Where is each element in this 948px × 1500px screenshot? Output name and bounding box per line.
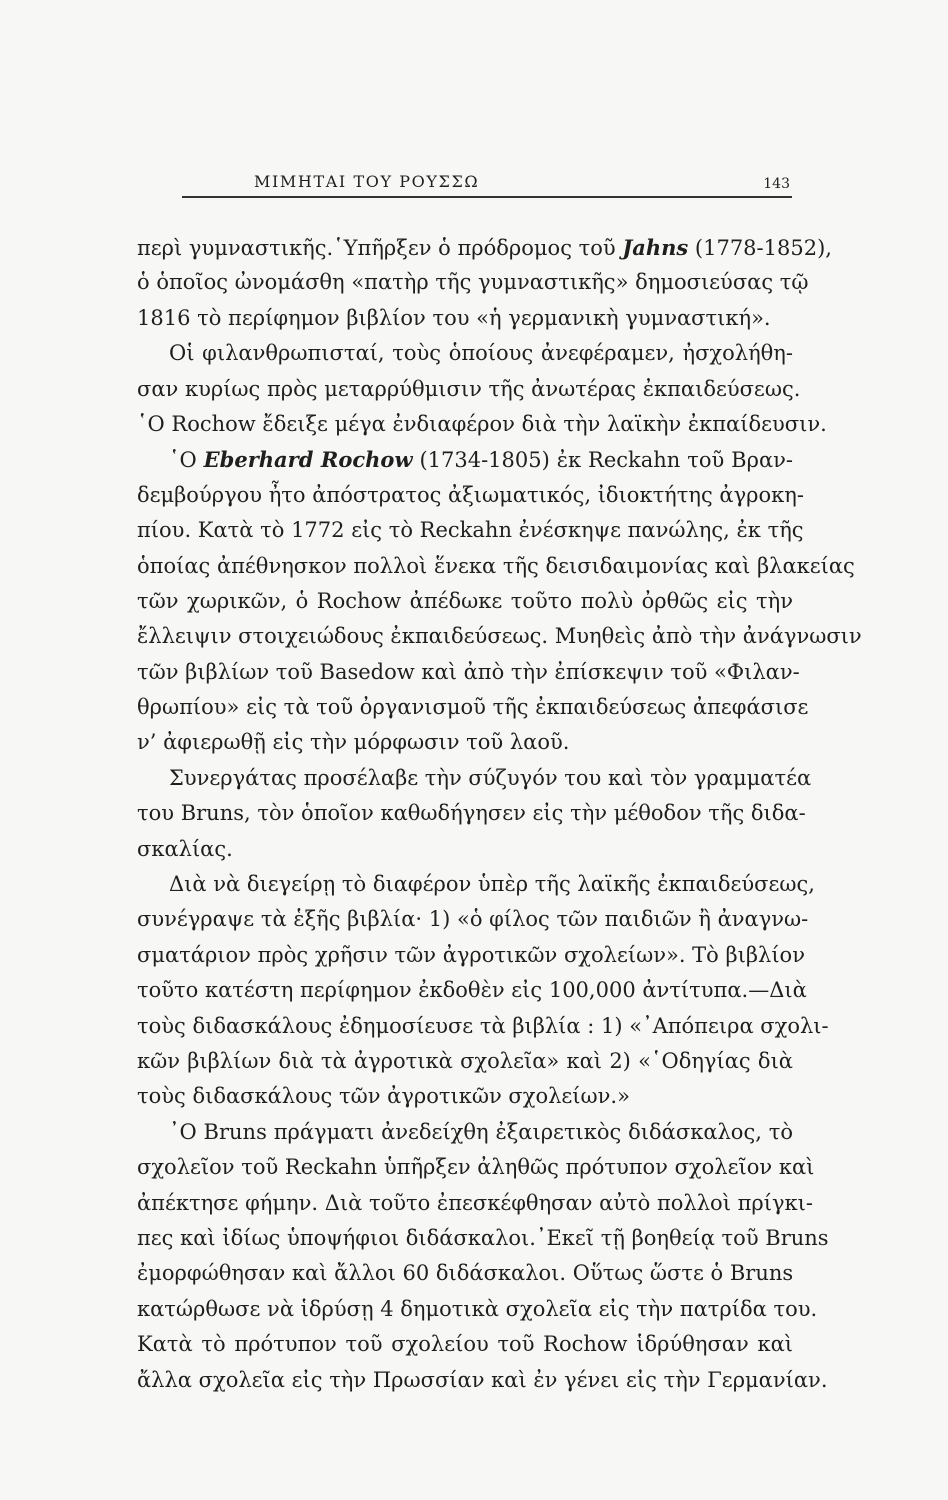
emphasized-name: Eberhard Rochow [203, 447, 413, 473]
page-number: 143 [763, 176, 790, 192]
text-line: κῶν βιβλίων διὰ τὰ ἀγροτικὰ σχολεῖα» καὶ 2) «῾Οδηγίας διὰ [137, 1048, 793, 1073]
text-line: Κατὰ τὸ πρότυπον τοῦ σχολείου τοῦ Rochow ἱδρύθησαν καὶ [137, 1332, 793, 1357]
text-line: 1816 τὸ περίφημον βιβλίον του «ἡ γερμανικὴ γυμναστική». [137, 305, 771, 330]
text-line: Διὰ νὰ διεγείρῃ τὸ διαφέρον ὑπὲρ τῆς λαϊκῆς ἐκπαιδεύσεως, [169, 872, 815, 897]
text-line: του Bruns, τὸν ὁποῖον καθωδήγησεν εἰς τὴν μέθοδον τῆς διδα- [137, 801, 806, 826]
running-header [182, 170, 792, 198]
text-line: σματάριον πρὸς χρῆσιν τῶν ἀγροτικῶν σχολείων». Τὸ βιβλίον [137, 942, 805, 967]
text-line: τῶν χωρικῶν, ὁ Rochow ἀπέδωκε τοῦτο πολὺ ὀρθῶς εἰς τὴν [137, 588, 793, 613]
text-line: ἐμορφώθησαν καὶ ἄλλοι 60 διδάσκαλοι. Οὕτως ὥστε ὁ Bruns [137, 1261, 794, 1286]
emphasized-name: Jahns [622, 235, 689, 260]
text-line: τοὺς διδασκάλους τῶν ἀγροτικῶν σχολείων.» [137, 1084, 630, 1109]
text-line: σχολεῖον τοῦ Reckahn ὑπῆρξεν ἀληθῶς πρότυπον σχολεῖον καὶ [137, 1155, 815, 1180]
text-line: ῾Ο Eberhard Rochow (1734-1805) ἐκ Reckahn τοῦ Βραν- [169, 447, 793, 473]
text-line: πίου. Κατὰ τὸ 1772 εἰς τὸ Reckahn ἐνέσκηψε πανώλης, ἐκ τῆς [137, 518, 804, 543]
text-line: ὁποίας ἀπέθνησκον πολλοὶ ἕνεκα τῆς δεισιδαιμονίας καὶ βλακείας [137, 553, 855, 578]
text-line: ῾Ο Rochow ἔδειξε μέγα ἐνδιαφέρον διὰ τὴν λαϊκὴν ἐκπαίδευσιν. [137, 411, 827, 436]
text-line: σκαλίας. [137, 836, 233, 861]
text-line: τῶν βιβλίων τοῦ Basedow καὶ ἀπὸ τὴν ἐπίσκεψιν τοῦ «Φιλαν- [137, 659, 800, 684]
text-line: πες καὶ ἰδίως ὑποψήφιοι διδάσκαλοι.᾿Εκεῖ τῇ βοηθείᾳ τοῦ Bruns [137, 1225, 829, 1250]
body-text [137, 230, 862, 1398]
text-line: ἔλλειψιν στοιχειώδους ἐκπαιδεύσεως. Μυηθεὶς ἀπὸ τὴν ἀνάγνωσιν [137, 624, 862, 649]
text-line: ν’ ἀφιερωθῇ εἰς τὴν μόρφωσιν τοῦ λαοῦ. [137, 730, 570, 755]
text-line: δεμβούργου ἦτο ἀπόστρατος ἀξιωματικός, ἰδιοκτήτης ἀγροκη- [137, 482, 804, 507]
text-line: Οἱ φιλανθρωπισταί, τοὺς ὁποίους ἀνεφέραμεν, ἠσχολήθη- [169, 341, 793, 366]
running-title: ΜΙΜΗΤΑΙ ΤΟΥ ΡΟΥΣΣΩ [254, 172, 480, 191]
text-line: τοὺς διδασκάλους ἐδημοσίευσε τὰ βιβλία : 1) «᾿Απόπειρα σχολι- [137, 1013, 829, 1038]
text-line: Συνεργάτας προσέλαβε τὴν σύζυγόν του καὶ τὸν γραμματέα [169, 765, 812, 790]
text-line: θρωπίου» εἰς τὰ τοῦ ὀργανισμοῦ τῆς ἐκπαιδεύσεως ἀπεφάσισε [137, 695, 809, 720]
text-line: κατώρθωσε νὰ ἱδρύσῃ 4 δημοτικὰ σχολεῖα εἰς τὴν πατρίδα του. [137, 1296, 818, 1321]
text-line: ἀπέκτησε φήμην. Διὰ τοῦτο ἐπεσκέφθησαν αὐτὸ πολλοὶ πρίγκι- [137, 1190, 813, 1215]
text-line: περὶ γυμναστικῆς.῾Υπῆρξεν ὁ πρόδρομος τοῦ Jahns (1778-1852), [137, 235, 832, 260]
text-line: ἄλλα σχολεῖα εἰς τὴν Πρωσσίαν καὶ ἐν γένει εἰς τὴν Γερμανίαν. [137, 1367, 828, 1392]
text-line: συνέγραψε τὰ ἑξῆς βιβλία· 1) «ὁ φίλος τῶν παιδιῶν ἢ ἀναγνω- [137, 907, 809, 932]
text-line: σαν κυρίως πρὸς μεταρρύθμισιν τῆς ἀνωτέρας ἐκπαιδεύσεως. [137, 376, 801, 401]
text-line: τοῦτο κατέστη περίφημον ἐκδοθὲν εἰς 100,000 ἀντίτυπα.—Διὰ [137, 978, 807, 1003]
text-line: ὁ ὁποῖος ὠνομάσθη «πατὴρ τῆς γυμναστικῆς» δημοσιεύσας τῷ [137, 270, 809, 295]
text-line: ᾿Ο Bruns πράγματι ἀνεδείχθη ἐξαιρετικὸς διδάσκαλος, τὸ [169, 1119, 793, 1144]
